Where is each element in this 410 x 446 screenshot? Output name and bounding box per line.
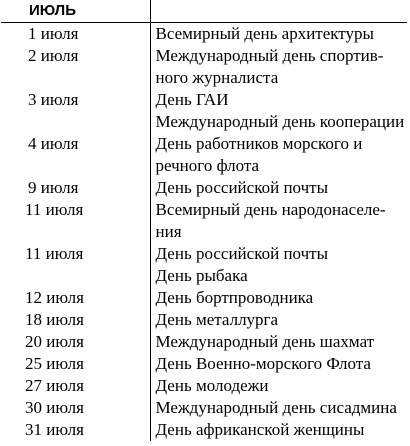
table-row xyxy=(1,331,407,353)
holiday-cell xyxy=(150,199,407,243)
date-cell xyxy=(1,287,150,309)
holiday-line: Всемирный день народонаселе- xyxy=(155,200,386,219)
date-text: 12 июля xyxy=(25,288,84,307)
date-text: 1 июля xyxy=(28,24,79,43)
date-cell xyxy=(1,243,150,265)
holiday-line: День бортпроводника xyxy=(155,288,314,307)
table-row xyxy=(1,177,407,199)
date-text: 18 июля xyxy=(25,310,84,329)
holiday-line: Международный день спортив- xyxy=(155,46,384,65)
table-row xyxy=(1,133,407,177)
date-cell xyxy=(1,309,150,331)
holiday-line: День металлурга xyxy=(155,310,279,329)
date-text: 30 июля xyxy=(25,398,84,417)
holiday-cell xyxy=(150,45,407,89)
table-row xyxy=(1,353,407,375)
date-cell xyxy=(1,199,150,243)
holiday-cell xyxy=(150,111,407,133)
holiday-cell xyxy=(150,331,407,353)
holiday-line: День российской почты xyxy=(155,244,329,263)
date-cell xyxy=(1,177,150,199)
holiday-cell xyxy=(150,287,407,309)
date-text: 9 июля xyxy=(28,178,79,197)
holiday-cell xyxy=(150,89,407,111)
date-cell xyxy=(1,133,150,177)
holiday-cell xyxy=(150,353,407,375)
date-text: 4 июля xyxy=(28,134,79,153)
holiday-line: Международный день шахмат xyxy=(155,332,375,351)
date-text: 3 июля xyxy=(28,90,79,109)
holiday-line: День молодежи xyxy=(155,376,269,395)
date-text: 31 июля xyxy=(25,420,84,439)
date-cell xyxy=(1,23,150,46)
holiday-line: День российской почты xyxy=(155,178,329,197)
table-row xyxy=(1,199,407,243)
table-row xyxy=(1,287,407,309)
holiday-line: Всемирный день архитектуры xyxy=(155,24,374,43)
table-row xyxy=(1,243,407,265)
holiday-line: День ГАИ xyxy=(155,90,229,109)
date-cell xyxy=(1,419,150,441)
date-text: 11 июля xyxy=(25,200,84,219)
table-row xyxy=(1,397,407,419)
date-cell xyxy=(1,89,150,111)
holiday-cell xyxy=(150,309,407,331)
table-row xyxy=(1,309,407,331)
table-row xyxy=(1,89,407,111)
holiday-line: Международный день кооперации xyxy=(155,112,405,131)
holiday-cell xyxy=(150,23,407,46)
holiday-cell xyxy=(150,177,407,199)
table-row xyxy=(1,265,407,287)
date-text: 20 июля xyxy=(25,332,84,351)
holiday-cell xyxy=(150,243,407,265)
holiday-line: ного журналиста xyxy=(155,68,279,87)
holiday-cell xyxy=(150,397,407,419)
holiday-line: Международный день сисадмина xyxy=(155,398,397,417)
date-cell xyxy=(1,331,150,353)
date-cell xyxy=(1,375,150,397)
holiday-line: День африканской женщины xyxy=(155,420,365,439)
holiday-line: День работников морского и xyxy=(155,134,363,153)
date-text: 27 июля xyxy=(25,376,84,395)
date-text: 25 июля xyxy=(25,354,84,373)
holiday-line: День Военно-морского Флота xyxy=(155,354,371,373)
holiday-cell xyxy=(150,419,407,441)
date-cell xyxy=(1,265,150,287)
date-text: 2 июля xyxy=(28,46,79,65)
table-row xyxy=(1,23,407,46)
holiday-cell xyxy=(150,133,407,177)
table-header-row xyxy=(1,0,407,23)
holiday-line: речного флота xyxy=(155,156,260,175)
holiday-cell xyxy=(150,265,407,287)
holiday-column-heading xyxy=(150,0,407,23)
holiday-line: ния xyxy=(155,222,182,241)
holiday-cell xyxy=(150,375,407,397)
table-row xyxy=(1,45,407,89)
holidays-table-body xyxy=(1,23,407,442)
date-cell xyxy=(1,397,150,419)
month-heading: ИЮЛЬ xyxy=(1,0,150,23)
date-cell xyxy=(1,111,150,133)
holiday-line: День рыбака xyxy=(155,266,248,285)
holidays-table xyxy=(1,0,407,441)
date-cell xyxy=(1,45,150,89)
table-row xyxy=(1,375,407,397)
date-cell xyxy=(1,353,150,375)
table-row xyxy=(1,111,407,133)
table-row xyxy=(1,419,407,441)
date-text: 11 июля xyxy=(25,244,84,263)
